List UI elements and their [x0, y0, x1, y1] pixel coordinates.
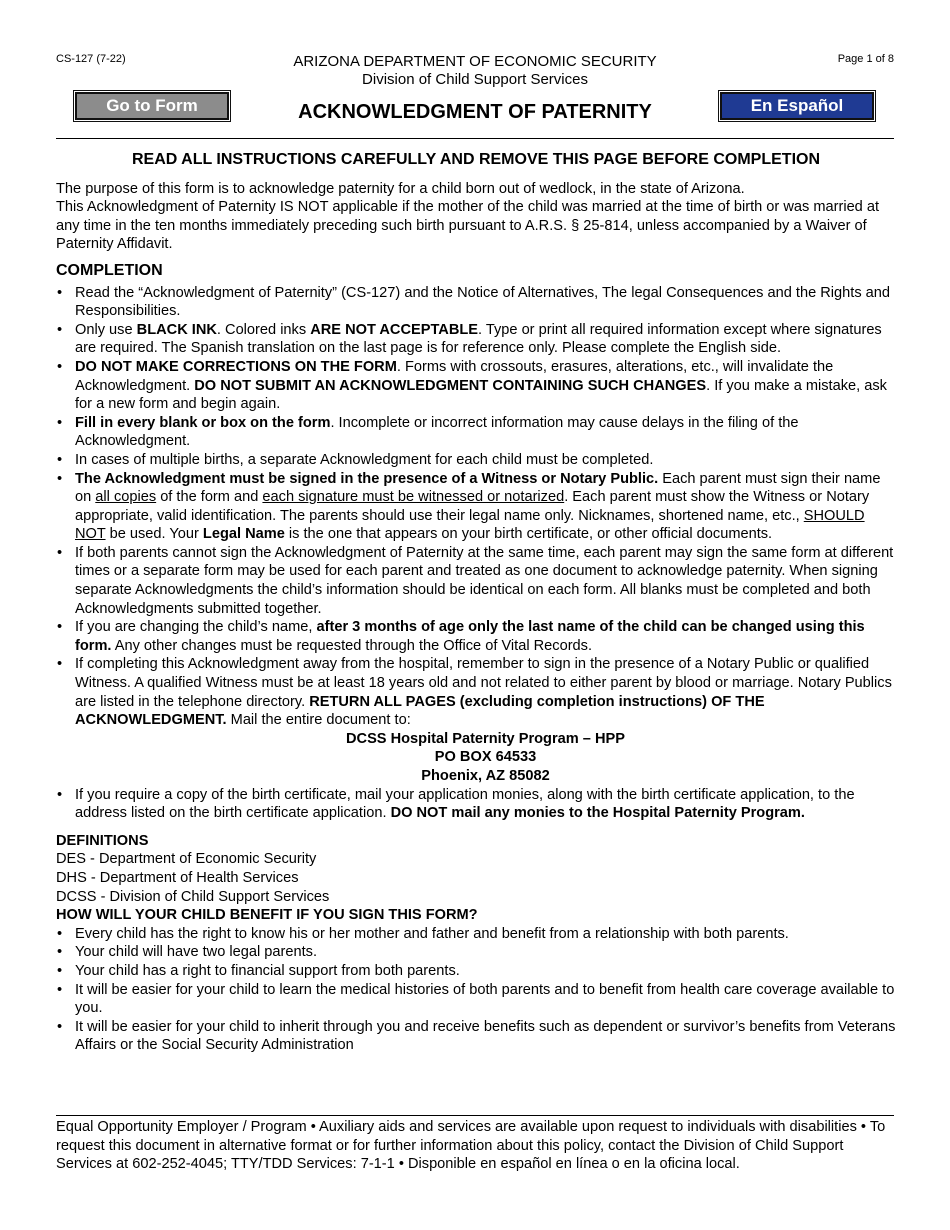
definitions-heading: DEFINITIONS [56, 832, 149, 849]
list-item: • DO NOT MAKE CORRECTIONS ON THE FORM. Forms with crossouts, erasures, alterations, etc., will invalidate the Acknowledgment. DO NOT SUBMIT AN ACKNOWLEDGMENT CONTAINING SUCH CHANGES. If you make a mistake, ask for a new form and begin again. [56, 358, 896, 414]
definition-des: DES - Department of Economic Security [56, 851, 317, 868]
address-line-1: DCSS Hospital Paternity Program – HPP [346, 730, 625, 747]
list-item: • If both parents cannot sign the Acknowledgment of Paternity at the same time, each parent may sign the same form at different times or a separate form may be used for each parent and treated as one document to acknowledge paternity. When signing separate Acknowledgments the child’s information should be identical on each form. All blanks must be completed and both Acknowledgments submitted together. [56, 544, 896, 618]
mailing-address [75, 730, 896, 786]
list-item: • It will be easier for your child to learn the medical histories of both parents and to benefit from health care coverage available to you. [56, 981, 896, 1018]
list-item: • Fill in every blank or box on the form. Incomplete or incorrect information may cause delays in the filing of the Acknowledgment. [56, 414, 896, 451]
intro-paragraph-2: This Acknowledgment of Paternity IS NOT applicable if the mother of the child was married at the time of birth or was married at any time in the ten months immediately preceding such birth pursuant to A.R.S. § 25-814, unless accompanied by a Waiver of Paternity Affidavit. [56, 199, 880, 253]
footer-divider [56, 1115, 894, 1116]
page-number: Page 1 of 8 [837, 53, 894, 65]
page-title: ACKNOWLEDGMENT OF PATERNITY [298, 101, 652, 123]
benefits-heading: HOW WILL YOUR CHILD BENEFIT IF YOU SIGN THIS FORM? [56, 907, 478, 924]
list-item: • If you are changing the child’s name, after 3 months of age only the last name of the child can be changed using this form. Any other changes must be requested through the Office of Vital Records. [56, 618, 896, 655]
list-item: • In cases of multiple births, a separate Acknowledgment for each child must be completed. [56, 451, 896, 470]
form-id: CS-127 (7-22) [56, 53, 126, 65]
en-espanol-button[interactable]: En Español [720, 92, 874, 120]
footer-notice: Equal Opportunity Employer / Program • Auxiliary aids and services are available upon request to individuals with disabilities • To request this document in alternative format or for further information about this policy, contact the Division of Child Support Services at 602-252-4045; TTY/TDD Services: 7-1-1 • Disponible en español en línea o en la oficina local. [56, 1119, 886, 1173]
completion-list [56, 284, 896, 823]
instructions-body [56, 151, 896, 1055]
benefits-list [56, 925, 896, 1055]
intro-paragraph-1: The purpose of this form is to acknowledge paternity for a child born out of wedlock, in the state of Arizona. [56, 180, 745, 197]
definition-dhs: DHS - Department of Health Services [56, 869, 299, 886]
header-divider [56, 138, 894, 139]
address-line-2: PO BOX 64533 [434, 749, 537, 766]
list-item: • Only use BLACK INK. Colored inks ARE NOT ACCEPTABLE. Type or print all required information except where signatures are required. The Spanish translation on the last page is for reference only. Please complete the English side. [56, 321, 896, 358]
list-item: • If completing this Acknowledgment away from the hospital, remember to sign in the presence of a Notary Public or qualified Witness. A qualified Witness must be at least 18 years old and not related to either parent by blood or marriage. Notary Publics are listed in the telephone directory. RETURN ALL PAGES (excluding completion instructions) OF THE ACKNOWLEDGMENT. Mail the entire document to: DCSS Hospital Paternity Program – HPP PO BOX 64533 Phoenix, AZ 85082 [56, 655, 896, 785]
division-name: Division of Child Support Services [362, 71, 588, 88]
list-item: • Read the “Acknowledgment of Paternity” (CS-127) and the Notice of Alternatives, The legal Consequences and the Rights and Responsibilities. [56, 284, 896, 321]
list-item: • Your child will have two legal parents. [56, 943, 896, 962]
completion-heading: COMPLETION [56, 261, 163, 279]
list-item: • It will be easier for your child to inherit through you and receive benefits such as dependent or survivor’s benefits from Veterans Affairs or the Social Security Administration [56, 1018, 896, 1055]
agency-name: ARIZONA DEPARTMENT OF ECONOMIC SECURITY [293, 53, 657, 70]
list-item: • If you require a copy of the birth certificate, mail your application monies, along with the birth certificate application, to the address listed on the birth certificate application. DO NOT mail any monies to the Hospital Paternity Program. [56, 786, 896, 823]
list-item: • The Acknowledgment must be signed in the presence of a Witness or Notary Public. Each parent must sign their name on all copies of the form and each signature must be witnessed or notarized. Each parent must show the Witness or Notary appropriate, valid identification. The parents should use their legal name only. Nicknames, shortened name, etc., SHOULD NOT be used. Your Legal Name is the one that appears on your birth certificate, or other official documents. [56, 470, 896, 544]
list-item: • Every child has the right to know his or her mother and father and benefit from a relationship with both parents. [56, 925, 896, 944]
definition-dcss: DCSS - Division of Child Support Services [56, 888, 330, 905]
address-line-3: Phoenix, AZ 85082 [421, 768, 550, 784]
go-to-form-button[interactable]: Go to Form [75, 92, 229, 120]
list-item: • Your child has a right to financial support from both parents. [56, 962, 896, 981]
instructions-heading: READ ALL INSTRUCTIONS CAREFULLY AND REMOVE THIS PAGE BEFORE COMPLETION [131, 151, 821, 168]
